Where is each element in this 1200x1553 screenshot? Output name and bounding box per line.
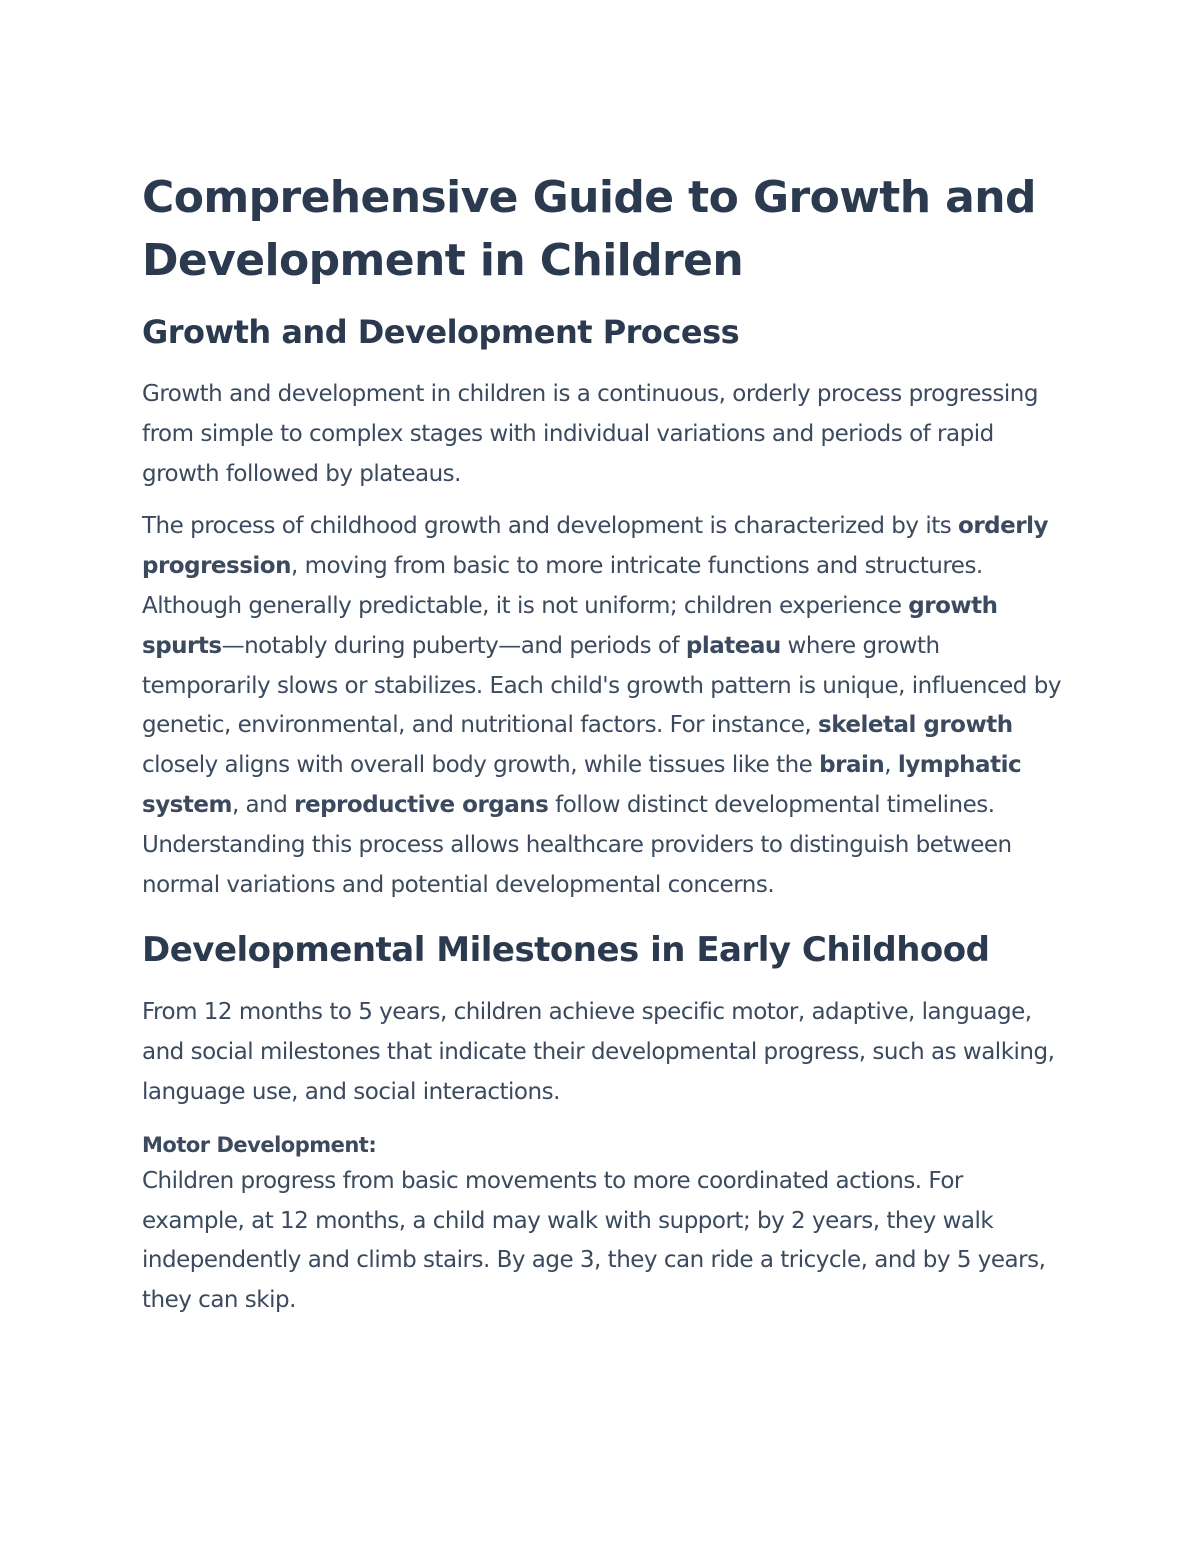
emphasis-brain: brain: [819, 752, 885, 779]
emphasis-plateau: plateau: [685, 632, 781, 659]
emphasis-growth-spurts: growth spurts: [142, 592, 998, 659]
section-summary-milestones: From 12 months to 5 years, children achieve specific motor, adaptive, language, and social milestones that indicate their developmental progress, such as walking, language use, and social interactions.: [142, 999, 1055, 1105]
section-heading-growth-process: Growth and Development Process: [142, 313, 740, 351]
body-text: where growth temporarily slows or stabilizes. Each child's growth pattern is unique, influenced by genetic, environmental, and nutritional factors. For instance,: [142, 632, 1061, 739]
motor-development-text: Children progress from basic movements to more coordinated actions. For example, at 12 months, a child may walk with support; by 2 years, they walk independently and climb stairs. By age 3, they can ride a tricycle, and by 5 years, they can skip.: [142, 1167, 1046, 1314]
body-text: follow distinct developmental timelines. Understanding this process allows healthcare providers to distinguish between normal variations and potential developmental concerns.: [142, 791, 1012, 898]
document-page: [142, 166, 1062, 1321]
section-body-growth-process: [142, 507, 1062, 905]
document-title: Comprehensive Guide to Growth and Development in Children: [142, 172, 1036, 286]
subheading-motor-development: Motor Development:: [142, 1132, 377, 1157]
body-text: closely aligns with overall body growth, while tissues like the: [142, 752, 820, 779]
body-text: , moving from basic to more intricate functions and structures. Although generally predictable, it is not uniform; children experience: [142, 553, 983, 619]
emphasis-reproductive-organs: reproductive organs: [294, 791, 549, 818]
body-text: , and: [231, 791, 295, 818]
section-summary-growth-process: Growth and development in children is a continuous, orderly process progressing from simple to complex stages with individual variations and periods of rapid growth followed by plateaus.: [142, 381, 1038, 487]
section-heading-milestones: Developmental Milestones in Early Childhood: [142, 930, 990, 971]
body-text: ,: [884, 752, 898, 779]
emphasis-lymphatic-system: lymphatic system: [142, 752, 1022, 818]
emphasis-skeletal-growth: skeletal growth: [818, 712, 1013, 739]
emphasis-orderly-progression: orderly progression: [142, 513, 1048, 580]
body-text: The process of childhood growth and development is characterized by its: [142, 513, 959, 540]
body-text: —notably during puberty—and periods of: [221, 632, 686, 659]
